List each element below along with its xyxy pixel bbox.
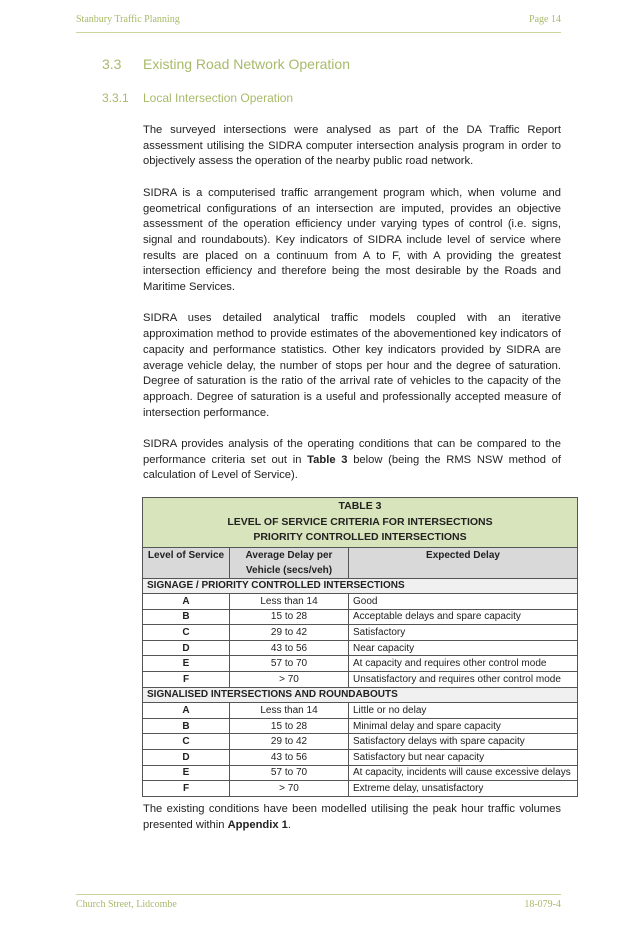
table-title-line-3: PRIORITY CONTROLLED INTERSECTIONS (253, 531, 467, 543)
page-header (76, 14, 561, 33)
table-row (143, 672, 578, 688)
table-row (143, 703, 578, 719)
delay-cell: 57 to 70 (230, 765, 349, 781)
table-title-line-2: LEVEL OF SERVICE CRITERIA FOR INTERSECTIONS (227, 515, 493, 528)
expected-cell: Extreme delay, unsatisfactory (349, 781, 578, 797)
subsection-number: 3.3.1 (102, 91, 129, 105)
delay-cell: 43 to 56 (230, 750, 349, 766)
section-number: 3.3 (102, 56, 122, 72)
expected-cell: Minimal delay and spare capacity (349, 718, 578, 734)
body-text (143, 123, 561, 500)
footer-reference: 18-079-4 (524, 899, 561, 910)
delay-cell: 29 to 42 (230, 625, 349, 641)
paragraph-5 (143, 802, 561, 833)
table-row (143, 781, 578, 797)
table-section-header (143, 687, 578, 703)
table-section-header (143, 578, 578, 594)
appendix-reference: Appendix 1 (227, 818, 288, 831)
los-cell: E (143, 656, 230, 672)
footer-location: Church Street, Lidcombe (76, 899, 177, 910)
level-of-service-table (142, 497, 578, 797)
table-row (143, 625, 578, 641)
table-row (143, 765, 578, 781)
delay-cell: > 70 (230, 781, 349, 797)
paragraph-3: SIDRA uses detailed analytical traffic models coupled with an iterative approximation method to provide estimates of the abovementioned key indicators of capacity and performance statistics. Other key indicators provided by SIDRA are average vehicle delay, the number of stops per hour and the degree of saturation. Degree of saturation is the ratio of the arrival rate of vehicles to the capacity of the approach. Degree of saturation is a useful and professionally accepted measure of intersection performance. (143, 312, 561, 419)
paragraph-1: The surveyed intersections were analysed as part of the DA Traffic Report assessment utilising the SIDRA computer intersection analysis program in order to objectively assess the operation of the nearby public road network. (143, 124, 561, 168)
los-cell: E (143, 765, 230, 781)
expected-cell: Satisfactory but near capacity (349, 750, 578, 766)
table-row (143, 609, 578, 625)
header-company: Stanbury Traffic Planning (76, 14, 180, 25)
closing-text (143, 802, 561, 849)
table-column-headers (143, 547, 578, 578)
expected-cell: At capacity and requires other control mode (349, 656, 578, 672)
delay-cell: Less than 14 (230, 594, 349, 610)
table-row (143, 734, 578, 750)
los-cell: F (143, 672, 230, 688)
table-title-line-1: TABLE 3 (338, 500, 382, 512)
expected-cell: Acceptable delays and spare capacity (349, 609, 578, 625)
delay-cell: 57 to 70 (230, 656, 349, 672)
los-cell: F (143, 781, 230, 797)
section-label-priority: SIGNAGE / PRIORITY CONTROLLED INTERSECTIONS (143, 578, 578, 594)
paragraph-4-text-end: below (being the RMS NSW method of calculation of Level of Service). (143, 453, 561, 482)
table-title (143, 498, 578, 548)
paragraph-4-text: SIDRA provides analysis of the operating conditions that can be compared to the performance criteria set out in (143, 438, 561, 466)
section-heading (102, 56, 350, 72)
section-label-signalised: SIGNALISED INTERSECTIONS AND ROUNDABOUTS (143, 687, 578, 703)
expected-cell: Satisfactory delays with spare capacity (349, 734, 578, 750)
column-header-delay: Average Delay per Vehicle (secs/veh) (230, 547, 349, 578)
subsection-title: Local Intersection Operation (143, 91, 294, 105)
page-footer (76, 894, 561, 910)
expected-cell: At capacity, incidents will cause excessive delays (349, 765, 578, 781)
table-row (143, 750, 578, 766)
los-cell: A (143, 703, 230, 719)
delay-cell: 15 to 28 (230, 609, 349, 625)
expected-cell: Little or no delay (349, 703, 578, 719)
los-cell: B (143, 718, 230, 734)
expected-cell: Near capacity (349, 640, 578, 656)
section-title: Existing Road Network Operation (143, 56, 350, 72)
delay-cell: > 70 (230, 672, 349, 688)
table-reference: Table 3 (307, 453, 348, 466)
delay-cell: 29 to 42 (230, 734, 349, 750)
expected-cell: Good (349, 594, 578, 610)
delay-cell: 15 to 28 (230, 718, 349, 734)
column-header-los: Level of Service (143, 547, 230, 578)
los-cell: D (143, 640, 230, 656)
subsection-heading (102, 91, 293, 105)
delay-cell: Less than 14 (230, 703, 349, 719)
los-cell: C (143, 734, 230, 750)
column-header-expected: Expected Delay (349, 547, 578, 578)
paragraph-4 (143, 437, 561, 484)
expected-cell: Unsatisfactory and requires other control mode (349, 672, 578, 688)
table-row (143, 656, 578, 672)
los-cell: B (143, 609, 230, 625)
los-cell: A (143, 594, 230, 610)
paragraph-5-text: The existing conditions have been modelled utilising the peak hour traffic volumes presented within (143, 803, 561, 831)
paragraph-5-text-end: . (287, 818, 291, 831)
expected-cell: Satisfactory (349, 625, 578, 641)
delay-cell: 43 to 56 (230, 640, 349, 656)
table-row (143, 640, 578, 656)
table-row (143, 594, 578, 610)
los-cell: C (143, 625, 230, 641)
paragraph-2: SIDRA is a computerised traffic arrangement program which, when volume and geometrical configurations of an intersection are imputed, provides an objective assessment of the operation efficiency under varying types of control (i.e. signs, signal and roundabouts). Key indicators of SIDRA include level of service where results are placed on a continuum from A to F, with A providing the greatest intersection efficiency and therefore being the most desirable by the Roads and Maritime Services. (143, 186, 561, 294)
table-row (143, 718, 578, 734)
header-page-number: Page 14 (529, 14, 561, 25)
los-cell: D (143, 750, 230, 766)
